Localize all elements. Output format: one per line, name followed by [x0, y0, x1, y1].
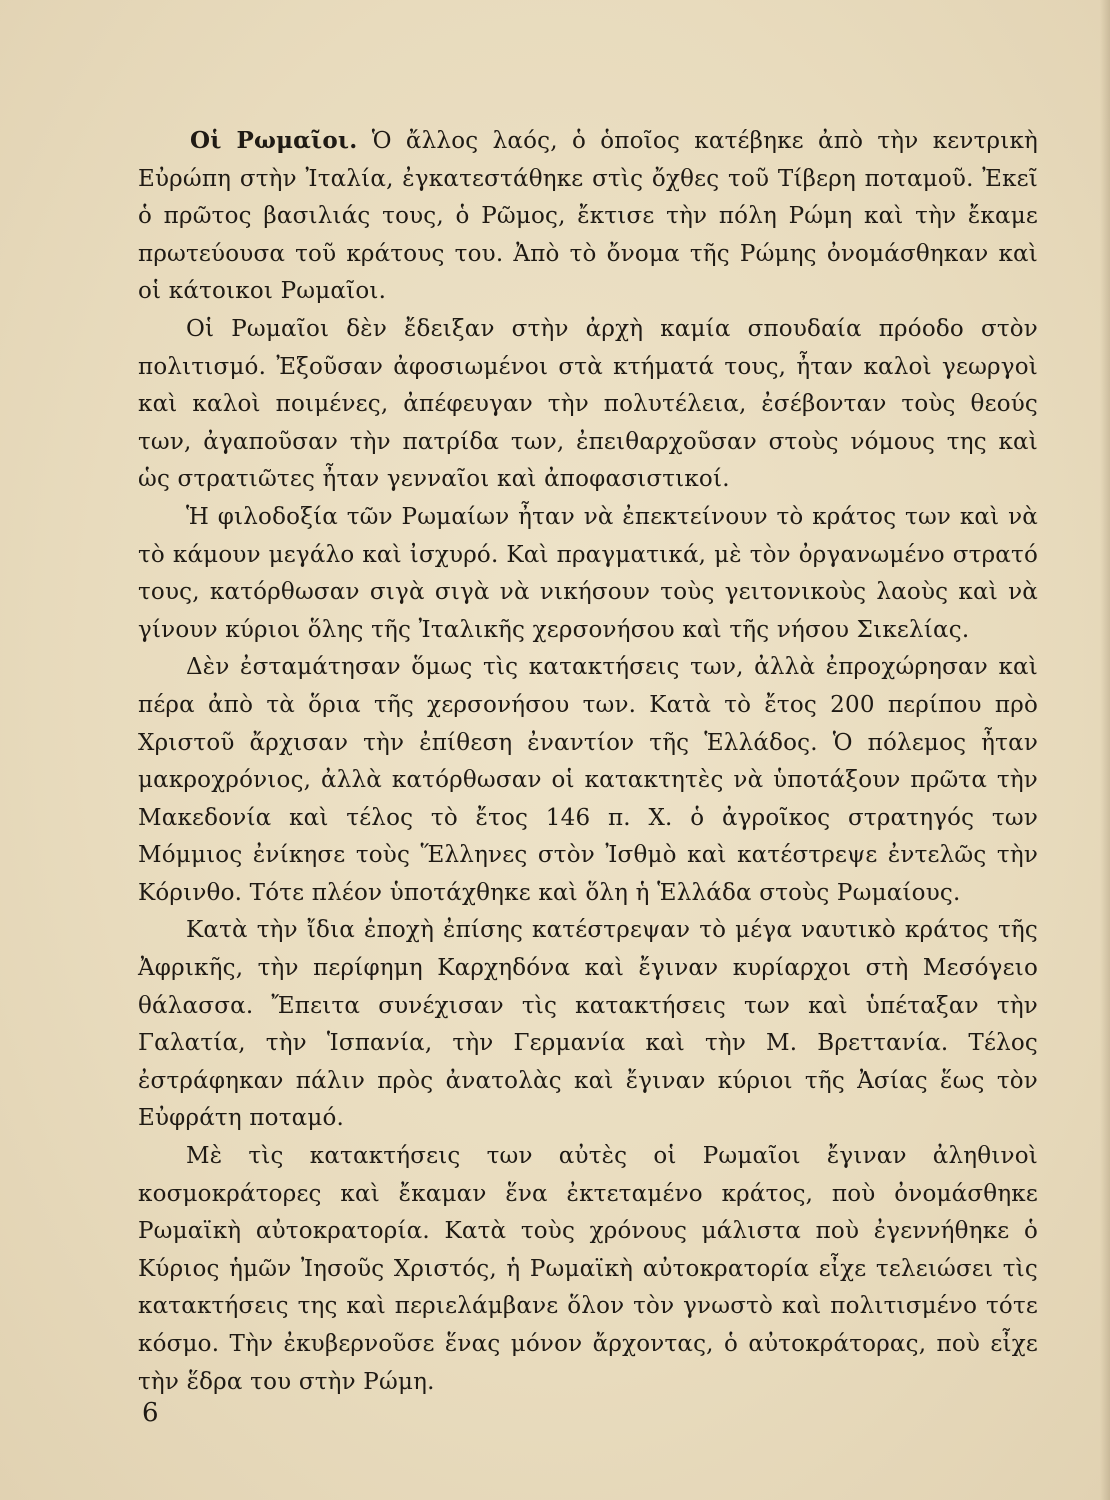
paragraph-early-romans [138, 311, 1038, 499]
paragraph-conquest-carthage [138, 912, 1038, 1138]
section-heading: Οἱ Ρωμαῖοι. [190, 127, 358, 154]
paragraph-text: Ἡ φιλοδοξία τῶν Ρωμαίων ἦταν νὰ ἐπεκτείνουν τὸ κράτος των καὶ νὰ τὸ κάμουν μεγάλο καὶ ἰσχυρό. Καὶ πραγματικά, μὲ τὸν ὀργανωμένο στρατό τους, κατόρθωσαν σιγὰ σιγὰ νὰ νικήσουν τοὺς γειτονικοὺς λαοὺς καὶ νὰ γίνουν κύριοι ὅλης τῆς Ἰταλικῆς χερσονήσου καὶ τῆς νήσου Σικελίας. [138, 503, 1038, 643]
paragraph-text: Μὲ τὶς κατακτήσεις των αὐτὲς οἱ Ρωμαῖοι ἔγιναν ἀληθινοὶ κοσμοκράτορες καὶ ἔκαμαν ἕνα ἐκτεταμένο κράτος, ποὺ ὀνομάσθηκε Ρωμαϊκὴ αὐτοκρατορία. Κατὰ τοὺς χρόνους μάλιστα ποὺ ἐγεννήθηκε ὁ Κύριος ἡμῶν Ἰησοῦς Χριστός, ἡ Ρωμαϊκὴ αὐτοκρατορία εἶχε τελειώσει τὶς κατακτήσεις της καὶ περιελάμβανε ὅλον τὸν γνωστὸ καὶ πολιτισμένο τότε κόσμο. Τὴν ἐκυβερνοῦσε ἕνας μόνον ἄρχοντας, ὁ αὐτοκράτορας, ποὺ εἶχε τὴν ἕδρα του στὴν Ρώμη. [138, 1143, 1038, 1395]
paragraph-text: Ὁ ἄλλος λαός, ὁ ὁποῖος κατέβηκε ἀπὸ τὴν κεντρικὴ Εὐρώπη στὴν Ἰταλία, ἐγκατεστάθηκε στὶς ὄχθες τοῦ Τίβερη ποταμοῦ. Ἐκεῖ ὁ πρῶτος βασιλιάς τους, ὁ Ρῶμος, ἔκτισε τὴν πόλη Ρώμη καὶ τὴν ἔκαμε πρωτεύουσα τοῦ κράτους του. Ἀπὸ τὸ ὄνομα τῆς Ρώμης ὀνομάσθηκαν καὶ οἱ κάτοικοι Ρωμαῖοι. [138, 128, 1038, 305]
paragraph-roman-empire [138, 1138, 1038, 1401]
paragraph-conquest-greece [138, 649, 1038, 912]
paragraph-ambition [138, 499, 1038, 649]
paragraph-text: Οἱ Ρωμαῖοι δὲν ἔδειξαν στὴν ἀρχὴ καμία σπουδαία πρόοδο στὸν πολιτισμό. Ἐξοῦσαν ἀφοσιωμένοι στὰ κτήματά τους, ἦταν καλοὶ γεωργοὶ καὶ καλοὶ ποιμένες, ἀπέφευγαν τὴν πολυτέλεια, ἐσέβονταν τοὺς θεούς των, ἀγαποῦσαν τὴν πατρίδα των, ἐπειθαρχοῦσαν στοὺς νόμους της καὶ ὡς στρατιῶτες ἦταν γενναῖοι καὶ ἀποφασιστικοί. [138, 315, 1038, 493]
body-text [138, 122, 1038, 1401]
paragraph-text: Δὲν ἐσταμάτησαν ὅμως τὶς κατακτήσεις των, ἀλλὰ ἐπροχώρησαν καὶ πέρα ἀπὸ τὰ ὅρια τῆς χερσονήσου των. Κατὰ τὸ ἔτος 200 περίπου πρὸ Χριστοῦ ἄρχισαν τὴν ἐπίθεση ἐναντίον τῆς Ἑλλάδος. Ὁ πόλεμος ἦταν μακροχρόνιος, ἀλλὰ κατόρθωσαν οἱ κατακτητὲς νὰ ὑποτάξουν πρῶτα τὴν Μακεδονία καὶ τέλος τὸ ἔτος 146 π. Χ. ὁ ἀγροῖκος στρατηγός των Μόμμιος ἐνίκησε τοὺς Ἕλληνες στὸν Ἰσθμὸ καὶ κατέστρεψε ἐντελῶς τὴν Κόρινθο. Τότε πλέον ὑποτάχθηκε καὶ ὅλη ἡ Ἑλλάδα στοὺς Ρωμαίους. [138, 654, 1038, 906]
page-number: 6 [142, 1398, 159, 1428]
paragraph-romans-intro [138, 122, 1038, 311]
page-edge-shadow [1100, 0, 1110, 1500]
paragraph-text: Κατὰ τὴν ἴδια ἐποχὴ ἐπίσης κατέστρεψαν τὸ μέγα ναυτικὸ κράτος τῆς Ἀφρικῆς, τὴν περίφημη Καρχηδόνα καὶ ἔγιναν κυρίαρχοι στὴ Μεσόγειο θάλασσα. Ἔπειτα συνέχισαν τὶς κατακτήσεις των καὶ ὑπέταξαν τὴν Γαλατία, τὴν Ἱσπανία, τὴν Γερμανία καὶ τὴν Μ. Βρεττανία. Τέλος ἐστράφηκαν πάλιν πρὸς ἀνατολὰς καὶ ἔγιναν κύριοι τῆς Ἀσίας ἕως τὸν Εὐφράτη ποταμό. [138, 917, 1038, 1132]
